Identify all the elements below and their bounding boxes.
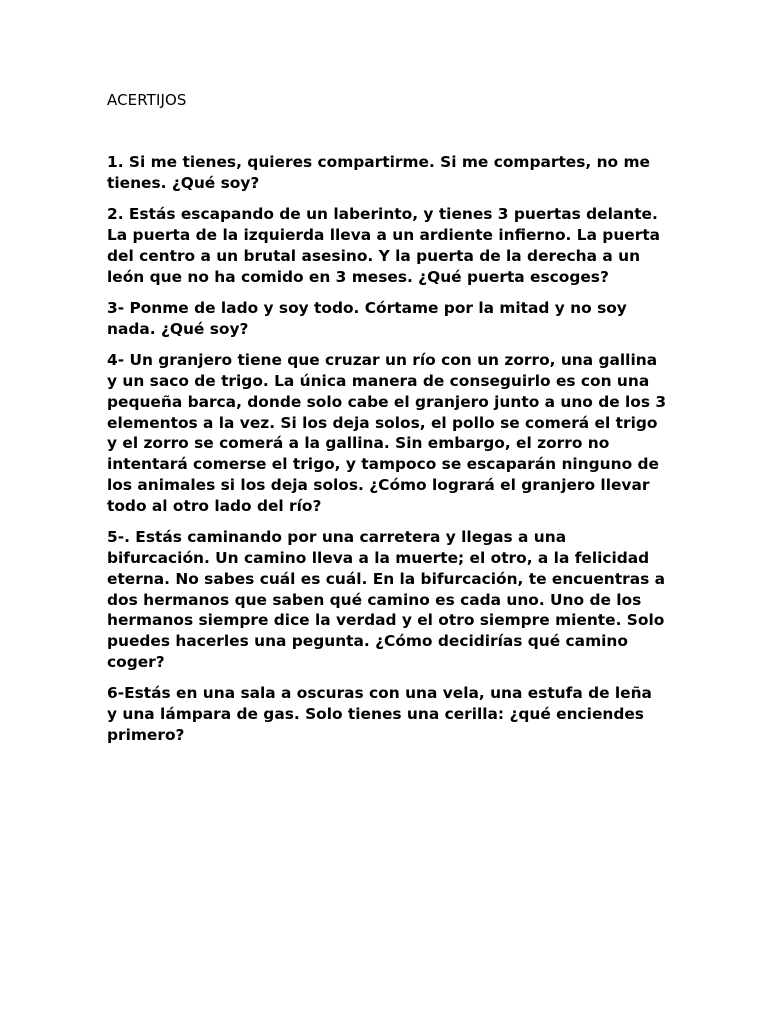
riddle-2: 2. Estás escapando de un laberinto, y tienes 3 puertas delante. La puerta de la izquierda lleva a un ardiente infierno. La puerta del centro a un brutal asesino. Y la puerta de la derecha a un león que no ha comido en 3 meses. ¿Qué puerta escoges? (107, 205, 661, 286)
riddle-1: 1. Si me tienes, quieres compartirme. Si me compartes, no me tienes. ¿Qué soy? (107, 153, 650, 192)
riddle-4: 4- Un granjero tiene que cruzar un río con un zorro, una gallina y un saco de trigo. La única manera de conseguirlo es con una pequeña barca, donde solo cabe el granjero junto a uno de los 3 elementos a la vez. Si los deja solos, el pollo se comerá el trigo y el zorro se comerá a la gallina. Sin embargo, el zorro no intentará comerse el trigo, y tampoco se escaparán ninguno de los animales si los deja solos. ¿Cómo logrará el granjero llevar todo al otro lado del río? (107, 351, 667, 515)
riddle-list (107, 152, 667, 756)
riddle-3: 3- Ponme de lado y soy todo. Córtame por la mitad y no soy nada. ¿Qué soy? (107, 298, 627, 338)
page-title: ACERTIJOS (107, 91, 187, 109)
riddle-5: 5-. Estás caminando por una carretera y llegas a una bifurcación. Un camino lleva a la muerte; el otro, a la felicidad eterna. No sabes cuál es cuál. En la bifurcación, te encuentras a dos hermanos que saben qué camino es cada uno. Uno de los hermanos siempre dice la verdad y el otro siempre miente. Solo puedes hacerles una pegunta. ¿Cómo decidirías qué camino coger? (107, 528, 665, 671)
riddle-6: 6-Estás en una sala a oscuras con una vela, una estufa de leña y una lámpara de gas. Solo tienes una cerilla: ¿qué enciendes primero? (107, 684, 652, 744)
